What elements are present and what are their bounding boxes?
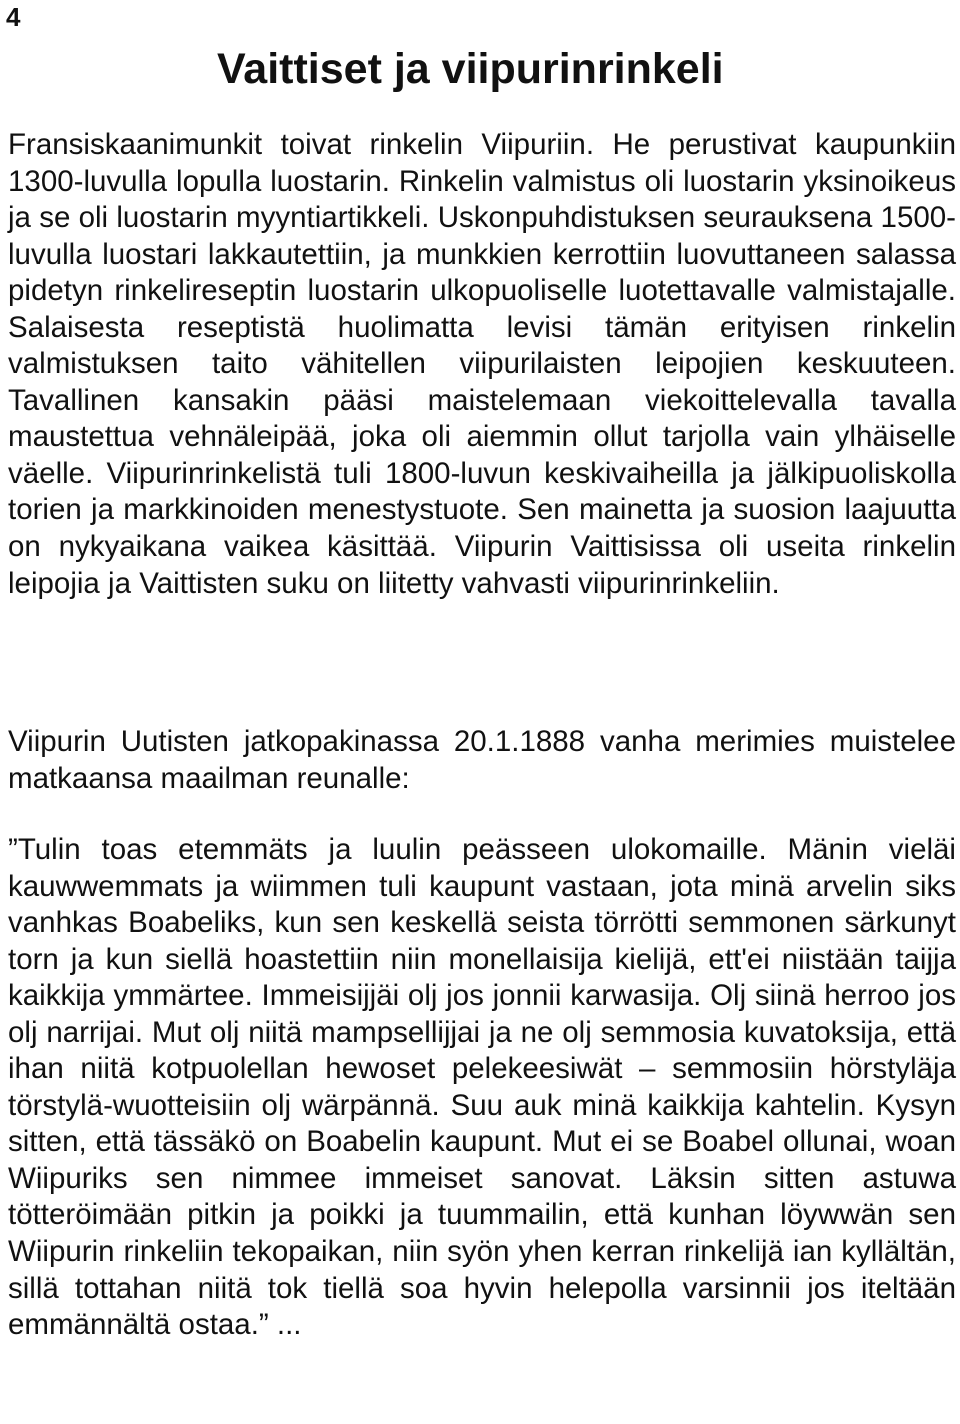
paragraph-intro: Viipurin Uutisten jatkopakinassa 20.1.1888 vanha merimies muistelee matkaansa maailman reunalle:: [8, 725, 956, 795]
page-number: 4: [6, 2, 21, 32]
page-title: Vaittiset ja viipurinrinkeli: [217, 45, 724, 93]
paragraph-quote: ”Tulin toas etemmäts ja luulin peässeen ulokomaille. Mänin vieläi kauwwemmats ja wiimmen tuli kaupunt vastaan, jota minä arvelin siks vanhkas Boabeliks, kun sen keskellä seista törrötti semmonen särkunyt torn ja kun siellä hoastettiin niin monellaisija kielijä, ett'ei niistään taijja kaikkija ymmärtee. Immeisijjäi olj jos jonnii karwasija. Olj siinä herroo jos olj narrijai. Mut olj niitä mampsellijjai ja ne olj semmosia kuvatoksija, että ihan niitä kotpuolellan hewoset pelekeesiwät – semmosiin hörstyläja törstylä-wuotteisiin olj wärpännä. Suu auk minä kaikkija kahtelin. Kysyn sitten, että tässäkö on Boabelin kaupunt. Mut ei se Boabel ollunai, woan Wiipuriks sen nimmee immeiset sanovat. Läksin sitten astuwa tötteröimään pitkin ja poikki ja tuummailin, että kunhan löywwän sen Wiipurin rinkeliin tekopaikan, niin syön yhen kerran rinkelijä ian kyllältän, sillä tottahan niitä tok tiellä soa hyvin helepolla varsinnii jos iteltään emmännältä ostaa.” ...: [8, 833, 956, 1342]
paragraph-history: Fransiskaanimunkit toivat rinkelin Viipuriin. He perustivat kaupunkiin 1300-luvulla lopulla luostarin. Rinkelin valmistus oli luostarin yksinoikeus ja se oli luostarin myyntiartikkeli. Uskonpuhdistuksen seurauksena 1500-luvulla luostari lakkautettiin, ja munkkien kerrottiin luovuttaneen salassa pidetyn rinkelireseptin luostarin ulkopuoliselle luotettavalle valmistajalle. Salaisesta reseptistä huolimatta levisi tämän erityisen rinkelin valmistuksen taito vähitellen viipurilaisten leipojien keskuuteen. Tavallinen kansakin pääsi maistelemaan viekoittelevalla tavalla maustettua vehnäleipää, joka oli aiemmin ollut tarjolla vain ylhäiselle väelle. Viipurinrinkelistä tuli 1800-luvun keskivaiheilla ja jälkipuoliskolla torien ja markkinoiden menestystuote. Sen mainetta ja suosion laajuutta on nykyaikana vaikea käsittää. Viipurin Vaittisissa oli useita rinkelin leipojia ja Vaittisten suku on liitetty vahvasti viipurinrinkeliin.: [8, 128, 956, 600]
